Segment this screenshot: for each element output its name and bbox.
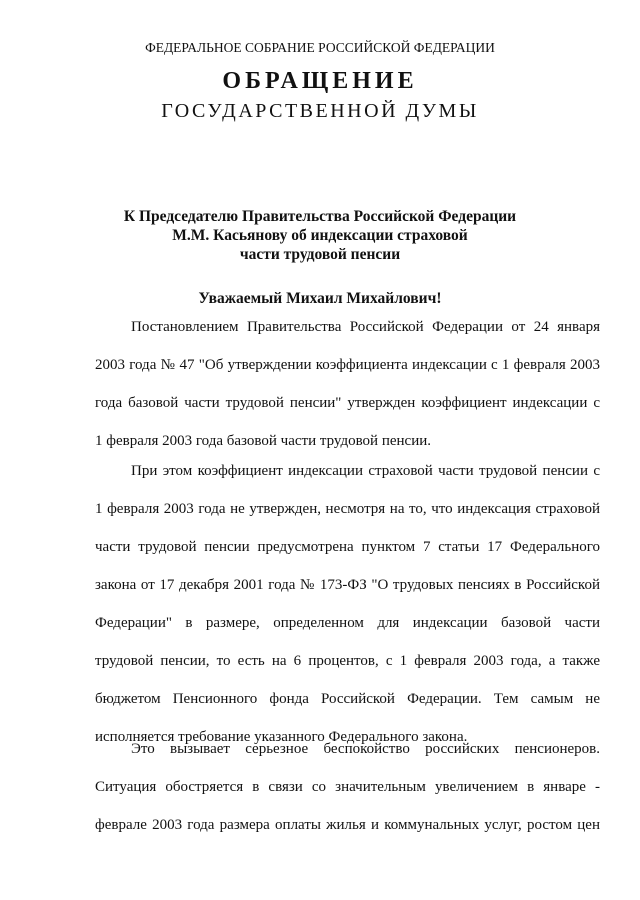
paragraph-line: части трудовой пенсии предусмотрена пунктом 7 статьи 17 Федерального xyxy=(95,539,600,555)
paragraph-line: При этом коэффициент индексации страховой части трудовой пенсии с xyxy=(131,463,600,479)
addressee-line: части трудовой пенсии xyxy=(239,246,401,263)
paragraph-line: 1 февраля 2003 года не утвержден, несмотря на то, что индексация страховой xyxy=(95,501,600,517)
paragraph-line: 2003 года № 47 "Об утверждении коэффициента индексации с 1 февраля 2003 xyxy=(95,357,600,373)
paragraph-line: 1 февраля 2003 года базовой части трудовой пенсии. xyxy=(95,433,432,449)
document-title: ОБРАЩЕНИЕ xyxy=(222,68,418,94)
salutation: Уважаемый Михаил Михайлович! xyxy=(198,290,442,307)
paragraph-line: Это вызывает серьезное беспокойство российских пенсионеров. xyxy=(131,741,600,757)
paragraph-line: года базовой части трудовой пенсии" утвержден коэффициент индексации с xyxy=(95,395,600,411)
addressee-block xyxy=(0,207,640,264)
paragraph-line: трудовой пенсии, то есть на 6 процентов, с 1 февраля 2003 года, а также xyxy=(95,653,600,669)
organization-header: ФЕДЕРАЛЬНОЕ СОБРАНИЕ РОССИЙСКОЙ ФЕДЕРАЦИИ xyxy=(145,40,495,55)
paragraph-line: Ситуация обостряется в связи со значительным увеличением в январе - xyxy=(95,779,600,795)
paragraph-line: Постановлением Правительства Российской Федерации от 24 января xyxy=(131,319,600,335)
paragraph-line: закона от 17 декабря 2001 года № 173-ФЗ "О трудовых пенсиях в Российской xyxy=(95,577,600,593)
paragraph-line: исполняется требование указанного Федерального закона. xyxy=(95,729,468,745)
document-subtitle: ГОСУДАРСТВЕННОЙ ДУМЫ xyxy=(161,100,479,122)
paragraph-line: бюджетом Пенсионного фонда Российской Федерации. Тем самым не xyxy=(95,691,600,707)
paragraph-line: Федерации" в размере, определенном для индексации базовой части xyxy=(95,615,600,631)
paragraph-line: феврале 2003 года размера оплаты жилья и коммунальных услуг, ростом цен xyxy=(95,817,600,833)
addressee-line: К Председателю Правительства Российской Федерации xyxy=(123,208,517,225)
addressee-line: М.М. Касьянову об индексации страховой xyxy=(172,227,468,244)
